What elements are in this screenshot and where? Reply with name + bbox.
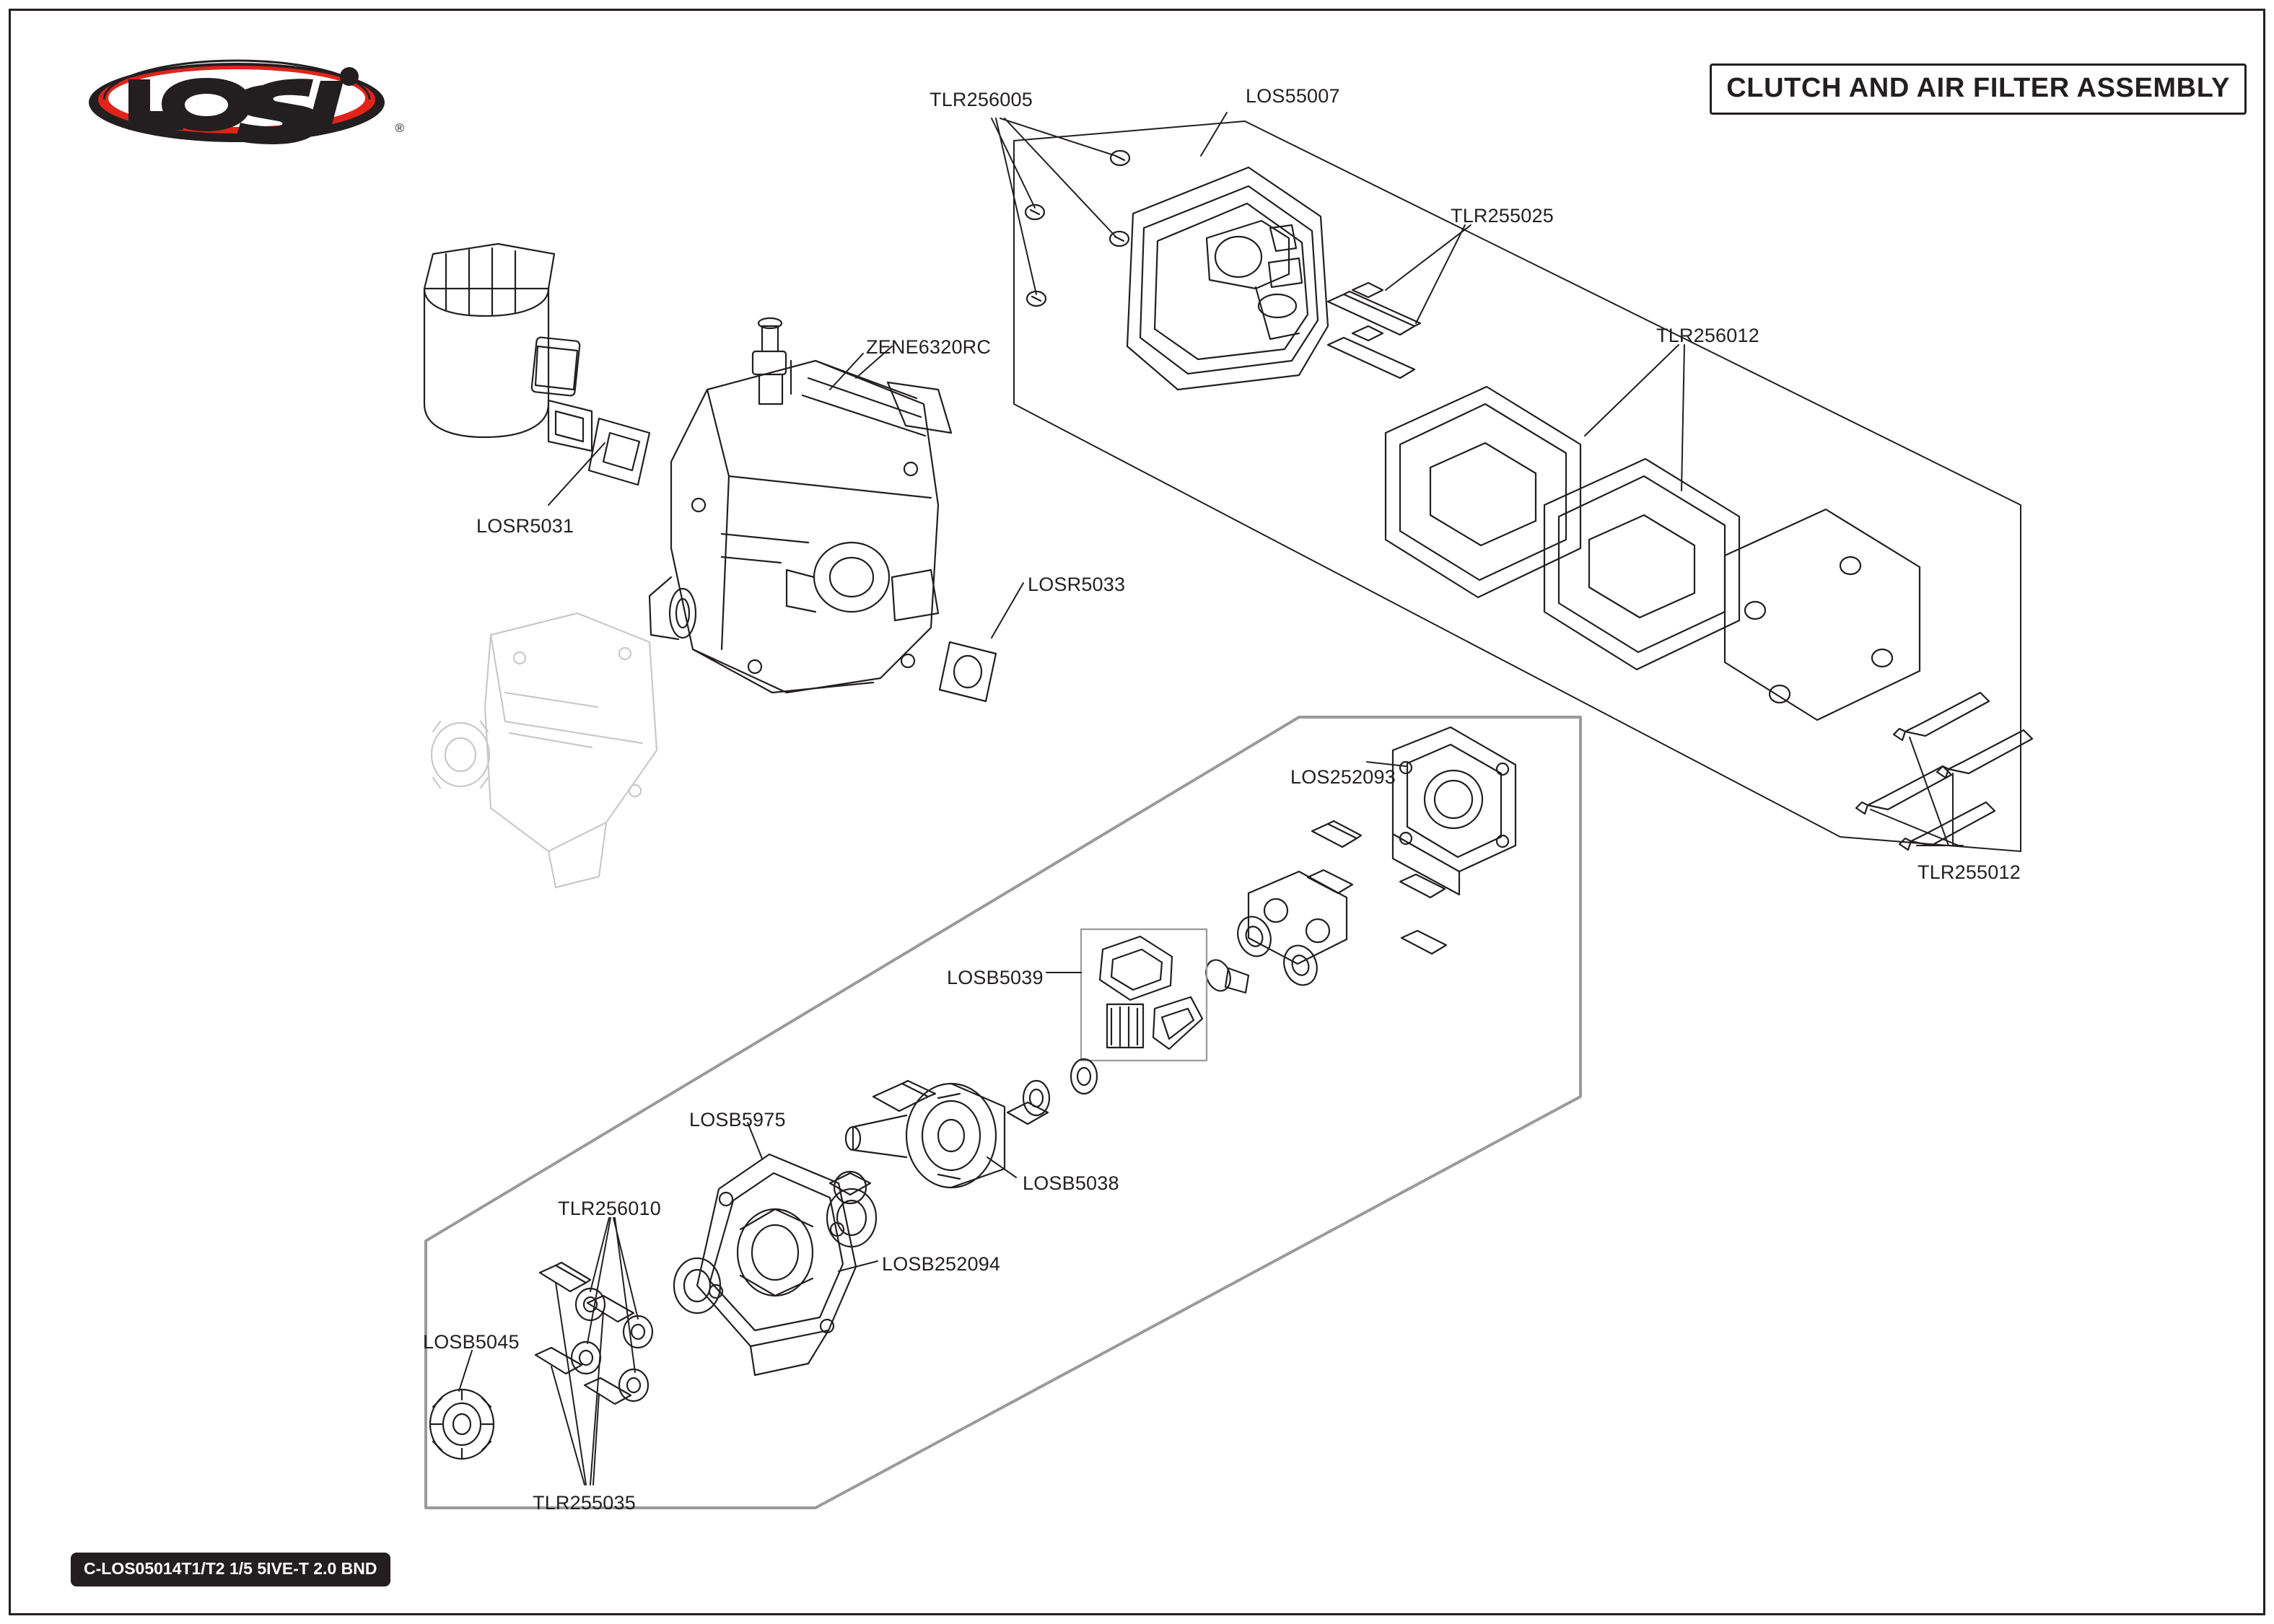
exhaust-muffler-part <box>424 244 592 451</box>
callout-tlr255035: TLR255035 <box>533 1492 636 1514</box>
kit-code: C-LOS05014T1/T2 1/5 5IVE-T 2.0 BND <box>84 1559 377 1578</box>
losr5031-gasket <box>589 418 650 485</box>
callout-tlr255012: TLR255012 <box>1917 861 2021 883</box>
callout-losb252094: LOSB252094 <box>882 1253 1001 1275</box>
callout-los252093: LOS252093 <box>1290 766 1396 788</box>
tlr255012-bolts <box>1856 693 2032 850</box>
registered-mark: ® <box>395 121 404 135</box>
los55007-air-filter-cover <box>1127 167 1328 390</box>
losb5045-pinion <box>430 1390 494 1459</box>
callout-losb5039: LOSB5039 <box>947 967 1044 988</box>
callout-tlr256010: TLR256010 <box>558 1198 661 1219</box>
losb5038-clutch-bell <box>846 1084 1005 1188</box>
losb252094-housing <box>697 1154 856 1375</box>
tlr256005-screws <box>1026 151 1129 306</box>
zene6320rc-engine <box>650 318 951 693</box>
air-filter-backplate <box>1725 509 1920 720</box>
tlr255025-bolts <box>1328 283 1420 378</box>
page-title: CLUTCH AND AIR FILTER ASSEMBLY <box>1726 73 2230 103</box>
air-filter-group-outline <box>1014 121 2021 851</box>
losb5039-clutch-shoes <box>1081 929 1207 1061</box>
callout-losb5038: LOSB5038 <box>1023 1172 1119 1194</box>
callout-tlr256012: TLR256012 <box>1656 325 1759 346</box>
clutch-washers <box>1202 872 1347 994</box>
callout-losb5975: LOSB5975 <box>689 1109 786 1131</box>
callout-losb5045: LOSB5045 <box>423 1331 520 1353</box>
callout-tlr256005: TLR256005 <box>930 89 1033 110</box>
callout-losr5033: LOSR5033 <box>1028 574 1126 595</box>
callout-losr5031: LOSR5031 <box>476 515 574 537</box>
ghost-gearbox <box>432 613 657 887</box>
los252093-mount <box>1393 727 1516 895</box>
callout-tlr255025: TLR255025 <box>1451 205 1554 227</box>
callout-zene6320rc: ZENE6320RC <box>866 336 992 358</box>
clutch-group-outline <box>426 717 1580 1508</box>
callout-los55007: LOS55007 <box>1246 85 1340 107</box>
losr5033-gasket <box>940 642 996 701</box>
